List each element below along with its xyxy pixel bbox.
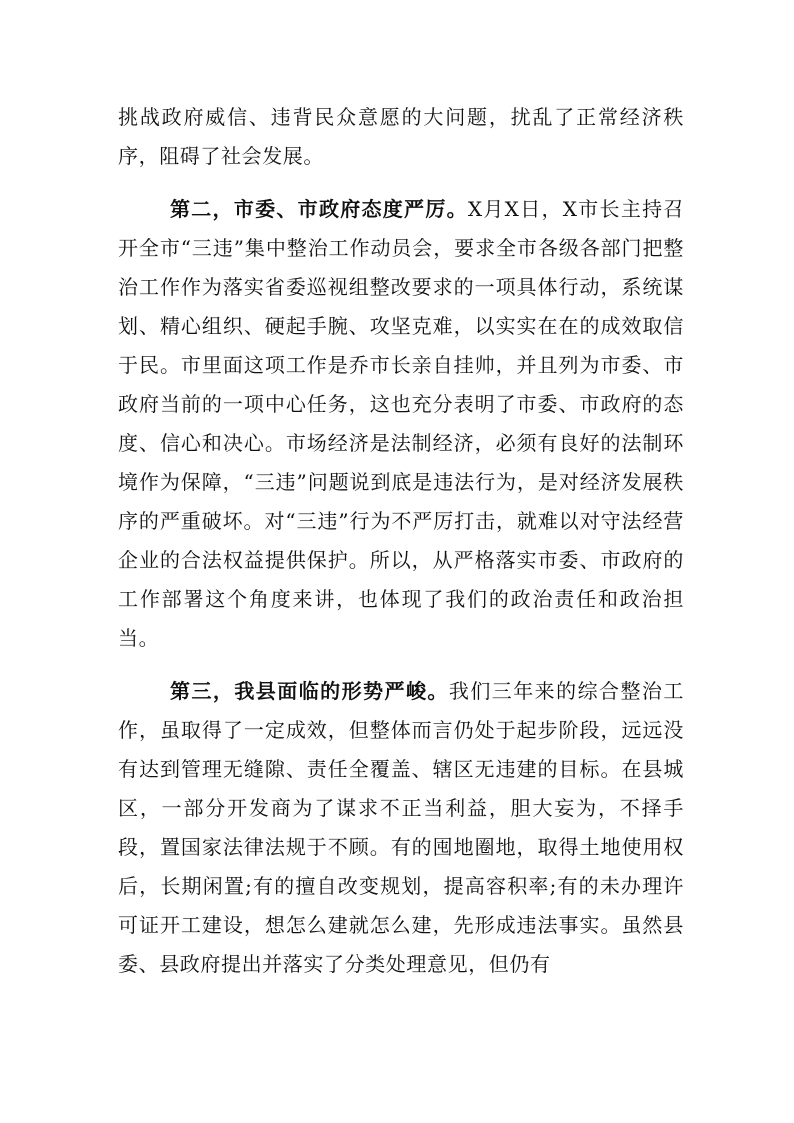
paragraph-3-lead: 第三，我县面临的形势严峻。 (170, 679, 449, 703)
paragraph-1-text: 挑战政府威信、违背民众意愿的大问题，扰乱了正常经济秩序，阻碍了社会发展。 (118, 105, 684, 168)
paragraph-3 (118, 672, 684, 984)
paragraph-2-lead: 第二，市委、市政府态度严厉。 (170, 197, 468, 221)
paragraph-2 (118, 190, 684, 658)
paragraph-2-text: X月X日，X市长主持召开全市“三违”集中整治工作动员会，要求全市各级各部门把整治工作作为落实省委巡视组整改要求的一项具体行动，系统谋划、精心组织、硬起手腕、攻坚克难，以实实在在的成效取信于民。市里面这项工作是乔市长亲自挂帅，并且列为市委、市政府当前的一项中心任务，这也充分表明了市委、市政府的态度、信心和决心。市场经济是法制经济，必须有良好的法制环境作为保障，“三违”问题说到底是违法行为，是对经济发展秩序的严重破坏。对“三违”行为不严厉打击，就难以对守法经营企业的合法权益提供保护。所以，从严格落实市委、市政府的工作部署这个角度来讲，也体现了我们的政治责任和政治担当。 (118, 197, 684, 650)
paragraph-3-text: 我们三年来的综合整治工作，虽取得了一定成效，但整体而言仍处于起步阶段，远远没有达到管理无缝隙、责任全覆盖、辖区无违建的目标。在县城区，一部分开发商为了谋求不正当利益，胆大妄为，不择手段，置国家法律法规于不顾。有的囤地圈地，取得土地使用权后，长期闲置;有的擅自改变规划，提高容积率;有的未办理许可证开工建设，想怎么建就怎么建，先形成违法事实。虽然县委、县政府提出并落实了分类处理意见，但仍有 (118, 679, 684, 976)
document-page (118, 98, 684, 998)
paragraph-1 (118, 98, 684, 176)
